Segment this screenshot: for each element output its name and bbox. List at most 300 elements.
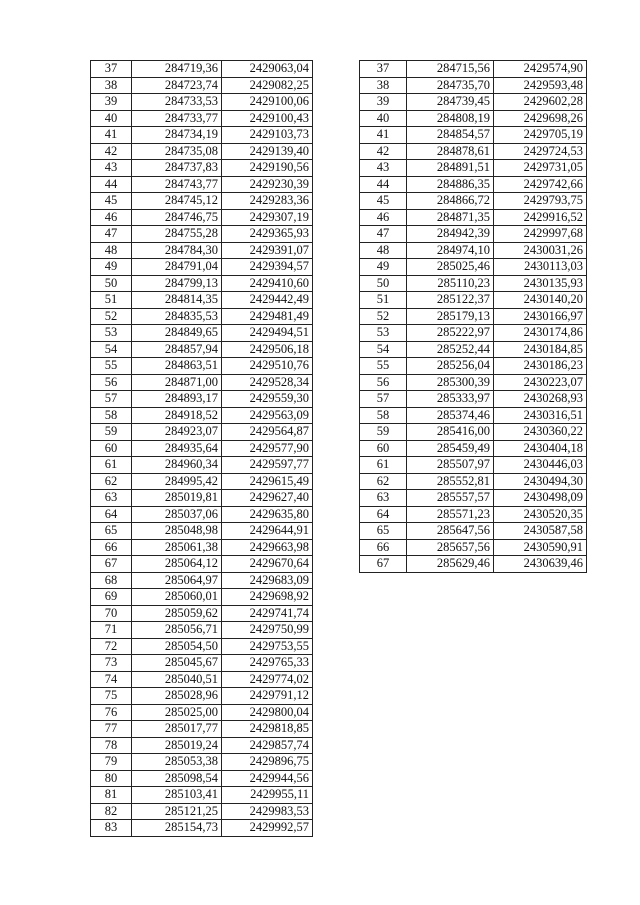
- point-number-cell: 47: [91, 226, 132, 243]
- y-coordinate-cell: 2429670,64: [222, 556, 313, 573]
- point-number-cell: 40: [360, 110, 407, 127]
- point-number-cell: 38: [91, 77, 132, 94]
- y-coordinate-cell: 2429955,11: [222, 787, 313, 804]
- y-coordinate-cell: 2430166,97: [494, 308, 587, 325]
- x-coordinate-cell: 285037,06: [132, 506, 222, 523]
- y-coordinate-cell: 2430223,07: [494, 374, 587, 391]
- point-number-cell: 62: [360, 473, 407, 490]
- x-coordinate-cell: 284849,65: [132, 325, 222, 342]
- table-row: [91, 473, 313, 490]
- point-number-cell: 66: [91, 539, 132, 556]
- x-coordinate-cell: 285045,67: [132, 655, 222, 672]
- y-coordinate-cell: 2429494,51: [222, 325, 313, 342]
- y-coordinate-cell: 2429765,33: [222, 655, 313, 672]
- y-coordinate-cell: 2430639,46: [494, 556, 587, 573]
- y-coordinate-cell: 2429705,19: [494, 127, 587, 144]
- y-coordinate-cell: 2429394,57: [222, 259, 313, 276]
- point-number-cell: 77: [91, 721, 132, 738]
- x-coordinate-cell: 285256,04: [407, 358, 494, 375]
- table-row: [91, 325, 313, 342]
- table-row: [91, 490, 313, 507]
- y-coordinate-cell: 2429528,34: [222, 374, 313, 391]
- y-coordinate-cell: 2429063,04: [222, 61, 313, 78]
- table-row: [360, 407, 587, 424]
- point-number-cell: 48: [91, 242, 132, 259]
- point-number-cell: 41: [360, 127, 407, 144]
- table-row: [360, 292, 587, 309]
- table-row: [360, 275, 587, 292]
- y-coordinate-cell: 2429992,57: [222, 820, 313, 837]
- table-row: [91, 556, 313, 573]
- table-row: [360, 424, 587, 441]
- y-coordinate-cell: 2429307,19: [222, 209, 313, 226]
- x-coordinate-cell: 285552,81: [407, 473, 494, 490]
- table-row: [91, 374, 313, 391]
- table-row: [91, 94, 313, 111]
- y-coordinate-cell: 2430404,18: [494, 440, 587, 457]
- x-coordinate-cell: 284737,83: [132, 160, 222, 177]
- point-number-cell: 57: [91, 391, 132, 408]
- table-row: [91, 77, 313, 94]
- x-coordinate-cell: 284857,94: [132, 341, 222, 358]
- point-number-cell: 53: [91, 325, 132, 342]
- y-coordinate-cell: 2429410,60: [222, 275, 313, 292]
- table-row: [91, 655, 313, 672]
- table-row: [360, 325, 587, 342]
- table-row: [91, 721, 313, 738]
- table-row: [360, 341, 587, 358]
- y-coordinate-cell: 2429983,53: [222, 803, 313, 820]
- y-coordinate-cell: 2429857,74: [222, 737, 313, 754]
- y-coordinate-cell: 2429100,06: [222, 94, 313, 111]
- y-coordinate-cell: 2429442,49: [222, 292, 313, 309]
- point-number-cell: 69: [91, 589, 132, 606]
- table-row: [91, 143, 313, 160]
- point-number-cell: 45: [360, 193, 407, 210]
- x-coordinate-cell: 285040,51: [132, 671, 222, 688]
- x-coordinate-cell: 284723,74: [132, 77, 222, 94]
- point-number-cell: 56: [360, 374, 407, 391]
- x-coordinate-cell: 285025,46: [407, 259, 494, 276]
- x-coordinate-cell: 285056,71: [132, 622, 222, 639]
- y-coordinate-cell: 2429793,75: [494, 193, 587, 210]
- y-coordinate-cell: 2429365,93: [222, 226, 313, 243]
- table-row: [91, 391, 313, 408]
- point-number-cell: 55: [91, 358, 132, 375]
- y-coordinate-cell: 2430186,23: [494, 358, 587, 375]
- table-row: [360, 176, 587, 193]
- x-coordinate-cell: 284715,56: [407, 61, 494, 78]
- table-row: [91, 407, 313, 424]
- x-coordinate-cell: 284745,12: [132, 193, 222, 210]
- y-coordinate-cell: 2430174,86: [494, 325, 587, 342]
- table-row: [91, 160, 313, 177]
- table-row: [91, 523, 313, 540]
- x-coordinate-cell: 284878,61: [407, 143, 494, 160]
- x-coordinate-cell: 285179,13: [407, 308, 494, 325]
- point-number-cell: 50: [91, 275, 132, 292]
- point-number-cell: 38: [360, 77, 407, 94]
- point-number-cell: 46: [91, 209, 132, 226]
- point-number-cell: 65: [91, 523, 132, 540]
- point-number-cell: 67: [360, 556, 407, 573]
- y-coordinate-cell: 2429391,07: [222, 242, 313, 259]
- table-row: [360, 490, 587, 507]
- coordinate-table-left: [90, 60, 313, 837]
- point-number-cell: 70: [91, 605, 132, 622]
- point-number-cell: 58: [360, 407, 407, 424]
- table-row: [91, 259, 313, 276]
- x-coordinate-cell: 285300,39: [407, 374, 494, 391]
- x-coordinate-cell: 284743,77: [132, 176, 222, 193]
- x-coordinate-cell: 285059,62: [132, 605, 222, 622]
- y-coordinate-cell: 2429593,48: [494, 77, 587, 94]
- y-coordinate-cell: 2429510,76: [222, 358, 313, 375]
- y-coordinate-cell: 2430031,26: [494, 242, 587, 259]
- x-coordinate-cell: 285060,01: [132, 589, 222, 606]
- point-number-cell: 68: [91, 572, 132, 589]
- x-coordinate-cell: 285459,49: [407, 440, 494, 457]
- point-number-cell: 37: [91, 61, 132, 78]
- point-number-cell: 76: [91, 704, 132, 721]
- x-coordinate-cell: 285222,97: [407, 325, 494, 342]
- y-coordinate-cell: 2429916,52: [494, 209, 587, 226]
- table-row: [91, 589, 313, 606]
- x-coordinate-cell: 284791,04: [132, 259, 222, 276]
- point-number-cell: 78: [91, 737, 132, 754]
- point-number-cell: 47: [360, 226, 407, 243]
- point-number-cell: 72: [91, 638, 132, 655]
- point-number-cell: 54: [91, 341, 132, 358]
- x-coordinate-cell: 284739,45: [407, 94, 494, 111]
- x-coordinate-cell: 285374,46: [407, 407, 494, 424]
- x-coordinate-cell: 285416,00: [407, 424, 494, 441]
- table-row: [91, 275, 313, 292]
- y-coordinate-cell: 2429082,25: [222, 77, 313, 94]
- table-row: [360, 259, 587, 276]
- y-coordinate-cell: 2429742,66: [494, 176, 587, 193]
- table-row: [91, 688, 313, 705]
- point-number-cell: 57: [360, 391, 407, 408]
- point-number-cell: 42: [91, 143, 132, 160]
- x-coordinate-cell: 284918,52: [132, 407, 222, 424]
- y-coordinate-cell: 2429563,09: [222, 407, 313, 424]
- x-coordinate-cell: 284891,51: [407, 160, 494, 177]
- y-coordinate-cell: 2429103,73: [222, 127, 313, 144]
- x-coordinate-cell: 284871,00: [132, 374, 222, 391]
- y-coordinate-cell: 2429698,92: [222, 589, 313, 606]
- point-number-cell: 44: [91, 176, 132, 193]
- point-number-cell: 73: [91, 655, 132, 672]
- point-number-cell: 37: [360, 61, 407, 78]
- point-number-cell: 51: [360, 292, 407, 309]
- table-row: [360, 556, 587, 573]
- x-coordinate-cell: 285657,56: [407, 539, 494, 556]
- point-number-cell: 56: [91, 374, 132, 391]
- x-coordinate-cell: 285557,57: [407, 490, 494, 507]
- x-coordinate-cell: 284733,77: [132, 110, 222, 127]
- y-coordinate-cell: 2429731,05: [494, 160, 587, 177]
- x-coordinate-cell: 284942,39: [407, 226, 494, 243]
- point-number-cell: 44: [360, 176, 407, 193]
- x-coordinate-cell: 285110,23: [407, 275, 494, 292]
- x-coordinate-cell: 284871,35: [407, 209, 494, 226]
- y-coordinate-cell: 2429597,77: [222, 457, 313, 474]
- point-number-cell: 46: [360, 209, 407, 226]
- x-coordinate-cell: 284814,35: [132, 292, 222, 309]
- point-number-cell: 79: [91, 754, 132, 771]
- x-coordinate-cell: 284746,75: [132, 209, 222, 226]
- table-row: [360, 374, 587, 391]
- point-number-cell: 80: [91, 770, 132, 787]
- x-coordinate-cell: 285064,97: [132, 572, 222, 589]
- point-number-cell: 65: [360, 523, 407, 540]
- point-number-cell: 61: [360, 457, 407, 474]
- x-coordinate-cell: 285053,38: [132, 754, 222, 771]
- y-coordinate-cell: 2429644,91: [222, 523, 313, 540]
- table-row: [360, 242, 587, 259]
- x-coordinate-cell: 285154,73: [132, 820, 222, 837]
- x-coordinate-cell: 284935,64: [132, 440, 222, 457]
- table-row: [91, 176, 313, 193]
- y-coordinate-cell: 2429896,75: [222, 754, 313, 771]
- table-row: [360, 473, 587, 490]
- table-row: [91, 737, 313, 754]
- table-row: [360, 523, 587, 540]
- table-row: [360, 358, 587, 375]
- point-number-cell: 63: [360, 490, 407, 507]
- y-coordinate-cell: 2429564,87: [222, 424, 313, 441]
- table-row: [360, 94, 587, 111]
- x-coordinate-cell: 285103,41: [132, 787, 222, 804]
- x-coordinate-cell: 284854,57: [407, 127, 494, 144]
- y-coordinate-cell: 2429559,30: [222, 391, 313, 408]
- x-coordinate-cell: 284974,10: [407, 242, 494, 259]
- y-coordinate-cell: 2429741,74: [222, 605, 313, 622]
- point-number-cell: 41: [91, 127, 132, 144]
- table-row: [91, 226, 313, 243]
- point-number-cell: 63: [91, 490, 132, 507]
- y-coordinate-cell: 2429800,04: [222, 704, 313, 721]
- x-coordinate-cell: 284784,30: [132, 242, 222, 259]
- table-row: [360, 308, 587, 325]
- y-coordinate-cell: 2429698,26: [494, 110, 587, 127]
- y-coordinate-cell: 2430494,30: [494, 473, 587, 490]
- y-coordinate-cell: 2430498,09: [494, 490, 587, 507]
- x-coordinate-cell: 284799,13: [132, 275, 222, 292]
- x-coordinate-cell: 285017,77: [132, 721, 222, 738]
- y-coordinate-cell: 2430140,20: [494, 292, 587, 309]
- x-coordinate-cell: 285019,24: [132, 737, 222, 754]
- point-number-cell: 66: [360, 539, 407, 556]
- point-number-cell: 52: [91, 308, 132, 325]
- y-coordinate-cell: 2429663,98: [222, 539, 313, 556]
- table-row: [360, 127, 587, 144]
- x-coordinate-cell: 285121,25: [132, 803, 222, 820]
- table-row: [360, 440, 587, 457]
- y-coordinate-cell: 2429724,53: [494, 143, 587, 160]
- table-row: [360, 160, 587, 177]
- table-row: [91, 506, 313, 523]
- table-row: [360, 209, 587, 226]
- y-coordinate-cell: 2430446,03: [494, 457, 587, 474]
- table-row: [91, 605, 313, 622]
- y-coordinate-cell: 2429750,99: [222, 622, 313, 639]
- table-row: [91, 457, 313, 474]
- table-row: [91, 341, 313, 358]
- x-coordinate-cell: 284835,53: [132, 308, 222, 325]
- y-coordinate-cell: 2429635,80: [222, 506, 313, 523]
- x-coordinate-cell: 285064,12: [132, 556, 222, 573]
- x-coordinate-cell: 284866,72: [407, 193, 494, 210]
- y-coordinate-cell: 2429283,36: [222, 193, 313, 210]
- table-row: [91, 539, 313, 556]
- point-number-cell: 39: [360, 94, 407, 111]
- table-row: [91, 308, 313, 325]
- x-coordinate-cell: 285629,46: [407, 556, 494, 573]
- x-coordinate-cell: 285061,38: [132, 539, 222, 556]
- table-row: [91, 638, 313, 655]
- point-number-cell: 54: [360, 341, 407, 358]
- x-coordinate-cell: 285333,97: [407, 391, 494, 408]
- point-number-cell: 49: [360, 259, 407, 276]
- table-row: [91, 242, 313, 259]
- table-row: [360, 391, 587, 408]
- point-number-cell: 53: [360, 325, 407, 342]
- y-coordinate-cell: 2429230,39: [222, 176, 313, 193]
- point-number-cell: 74: [91, 671, 132, 688]
- x-coordinate-cell: 284863,51: [132, 358, 222, 375]
- table-row: [91, 127, 313, 144]
- x-coordinate-cell: 285054,50: [132, 638, 222, 655]
- table-row: [91, 671, 313, 688]
- y-coordinate-cell: 2429997,68: [494, 226, 587, 243]
- y-coordinate-cell: 2430184,85: [494, 341, 587, 358]
- point-number-cell: 55: [360, 358, 407, 375]
- table-row: [360, 61, 587, 78]
- point-number-cell: 51: [91, 292, 132, 309]
- point-number-cell: 50: [360, 275, 407, 292]
- point-number-cell: 42: [360, 143, 407, 160]
- x-coordinate-cell: 285025,00: [132, 704, 222, 721]
- y-coordinate-cell: 2429506,18: [222, 341, 313, 358]
- table-row: [91, 787, 313, 804]
- table-row: [91, 358, 313, 375]
- y-coordinate-cell: 2429627,40: [222, 490, 313, 507]
- y-coordinate-cell: 2429753,55: [222, 638, 313, 655]
- table-row: [91, 209, 313, 226]
- y-coordinate-cell: 2430316,51: [494, 407, 587, 424]
- y-coordinate-cell: 2430587,58: [494, 523, 587, 540]
- y-coordinate-cell: 2429615,49: [222, 473, 313, 490]
- point-number-cell: 62: [91, 473, 132, 490]
- table-row: [360, 457, 587, 474]
- y-coordinate-cell: 2429602,28: [494, 94, 587, 111]
- table-row: [91, 754, 313, 771]
- y-coordinate-cell: 2430590,91: [494, 539, 587, 556]
- x-coordinate-cell: 285028,96: [132, 688, 222, 705]
- table-row: [91, 704, 313, 721]
- table-row: [360, 77, 587, 94]
- point-number-cell: 39: [91, 94, 132, 111]
- table-row: [360, 226, 587, 243]
- table-row: [91, 193, 313, 210]
- x-coordinate-cell: 284893,17: [132, 391, 222, 408]
- point-number-cell: 61: [91, 457, 132, 474]
- table-row: [360, 110, 587, 127]
- coordinate-table-right: [359, 60, 587, 573]
- table-row: [360, 143, 587, 160]
- x-coordinate-cell: 284923,07: [132, 424, 222, 441]
- table-row: [91, 572, 313, 589]
- y-coordinate-cell: 2429683,09: [222, 572, 313, 589]
- x-coordinate-cell: 285098,54: [132, 770, 222, 787]
- table-row: [91, 110, 313, 127]
- y-coordinate-cell: 2429818,85: [222, 721, 313, 738]
- point-number-cell: 60: [360, 440, 407, 457]
- point-number-cell: 58: [91, 407, 132, 424]
- y-coordinate-cell: 2430520,35: [494, 506, 587, 523]
- point-number-cell: 67: [91, 556, 132, 573]
- x-coordinate-cell: 284808,19: [407, 110, 494, 127]
- point-number-cell: 45: [91, 193, 132, 210]
- point-number-cell: 64: [360, 506, 407, 523]
- y-coordinate-cell: 2429791,12: [222, 688, 313, 705]
- table-row: [91, 770, 313, 787]
- point-number-cell: 48: [360, 242, 407, 259]
- point-number-cell: 59: [91, 424, 132, 441]
- x-coordinate-cell: 284960,34: [132, 457, 222, 474]
- y-coordinate-cell: 2429139,40: [222, 143, 313, 160]
- point-number-cell: 75: [91, 688, 132, 705]
- y-coordinate-cell: 2429577,90: [222, 440, 313, 457]
- x-coordinate-cell: 284734,19: [132, 127, 222, 144]
- x-coordinate-cell: 284995,42: [132, 473, 222, 490]
- x-coordinate-cell: 285647,56: [407, 523, 494, 540]
- point-number-cell: 40: [91, 110, 132, 127]
- y-coordinate-cell: 2429100,43: [222, 110, 313, 127]
- y-coordinate-cell: 2429944,56: [222, 770, 313, 787]
- table-row: [360, 506, 587, 523]
- x-coordinate-cell: 284733,53: [132, 94, 222, 111]
- point-number-cell: 52: [360, 308, 407, 325]
- y-coordinate-cell: 2429190,56: [222, 160, 313, 177]
- table-row: [360, 539, 587, 556]
- x-coordinate-cell: 285571,23: [407, 506, 494, 523]
- table-row: [91, 820, 313, 837]
- x-coordinate-cell: 284886,35: [407, 176, 494, 193]
- point-number-cell: 59: [360, 424, 407, 441]
- table-row: [91, 440, 313, 457]
- table-row: [360, 193, 587, 210]
- x-coordinate-cell: 284755,28: [132, 226, 222, 243]
- y-coordinate-cell: 2429574,90: [494, 61, 587, 78]
- table-row: [91, 61, 313, 78]
- y-coordinate-cell: 2430113,03: [494, 259, 587, 276]
- y-coordinate-cell: 2429774,02: [222, 671, 313, 688]
- x-coordinate-cell: 285048,98: [132, 523, 222, 540]
- point-number-cell: 49: [91, 259, 132, 276]
- table-row: [91, 292, 313, 309]
- x-coordinate-cell: 284719,36: [132, 61, 222, 78]
- x-coordinate-cell: 285507,97: [407, 457, 494, 474]
- y-coordinate-cell: 2430135,93: [494, 275, 587, 292]
- x-coordinate-cell: 284735,08: [132, 143, 222, 160]
- table-row: [91, 622, 313, 639]
- x-coordinate-cell: 285019,81: [132, 490, 222, 507]
- point-number-cell: 81: [91, 787, 132, 804]
- point-number-cell: 43: [360, 160, 407, 177]
